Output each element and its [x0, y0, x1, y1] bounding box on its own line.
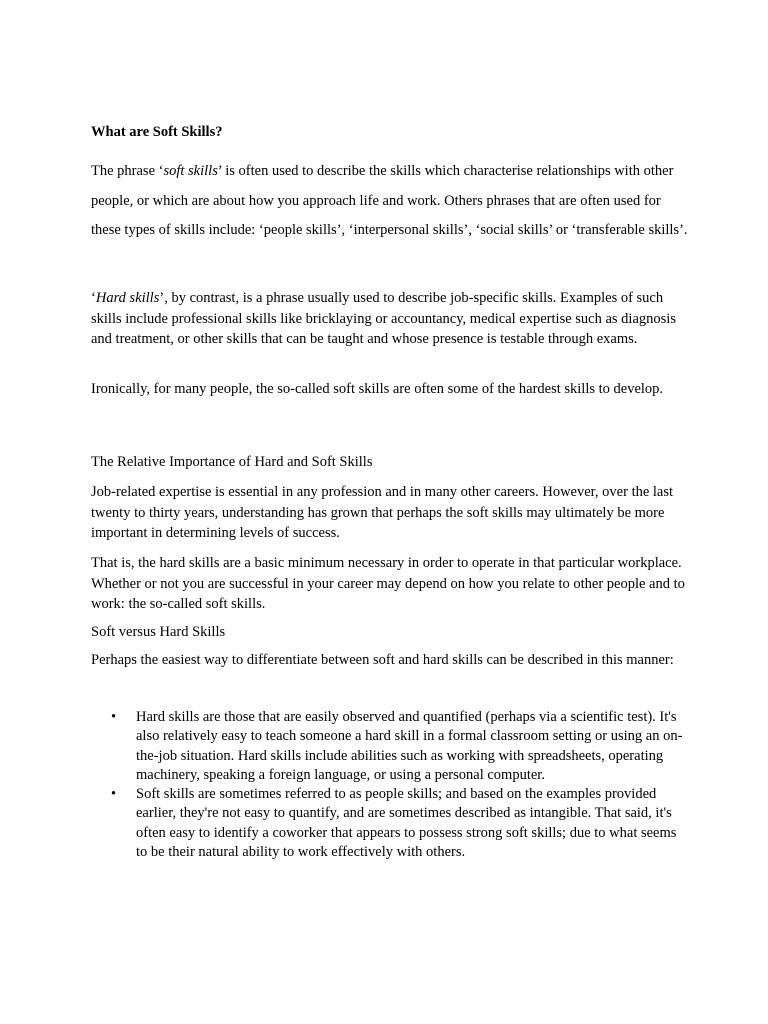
section-heading-soft-versus-hard: Soft versus Hard Skills: [91, 624, 226, 640]
paragraph-text: ‘: [91, 290, 96, 306]
bullet-icon: •: [111, 709, 117, 725]
paragraph-ironically: Ironically, for many people, the so-called soft skills are often some of the hardest skills to develop.: [91, 381, 664, 397]
italic-term: Hard skills: [95, 290, 160, 306]
section-heading-relative-importance: The Relative Importance of Hard and Soft Skills: [91, 454, 373, 470]
list-item-text: Soft skills are sometimes referred to as people skills; and based on the examples provided earlier, they're not easy to quantify, and are sometimes described as intangible. That said, it's often easy to identify a coworker that appears to possess strong soft skills; due to what seems to be their natural ability to work effectively with others.: [136, 786, 677, 861]
page-title: What are Soft Skills?: [91, 124, 223, 140]
paragraph-soft-skills-definition: [91, 157, 691, 246]
paragraph-hard-skills-definition: [91, 288, 691, 350]
italic-term: soft skills: [163, 163, 218, 179]
paragraph-text: ’ is often used to describe the skills which characterise relationships with other people, or which are about how you approach life and work. Others phrases that are often used for these types of skills include: ‘people skills’, ‘interpersonal skills’, ‘social skills’ or ‘transferable skills’.: [91, 163, 688, 238]
list-item-text: Hard skills are those that are easily observed and quantified (perhaps via a scientific test). It's also relatively easy to teach someone a hard skill in a formal classroom setting or using an on-the-job situation. Hard skills include abilities such as working with spreadsheets, operating machinery, speaking a foreign language, or using a personal computer.: [136, 709, 683, 783]
bullet-list: [91, 708, 691, 862]
document-page: [91, 0, 691, 1024]
paragraph-text: ’, by contrast, is a phrase usually used to describe job-specific skills. Examples of such skills include professional skills like bricklaying or accountancy, medical expertise such as diagnosis and treatment, or other skills that can be taught and whose presence is testable through exams.: [91, 290, 676, 347]
paragraph-differentiate: Perhaps the easiest way to differentiate between soft and hard skills can be described in this manner:: [91, 652, 674, 668]
paragraph-hard-skills-minimum: That is, the hard skills are a basic minimum necessary in order to operate in that particular workplace. Whether or not you are successful in your career may depend on how you relate to other people and to work: the so-called soft skills.: [91, 555, 685, 612]
bullet-icon: •: [111, 786, 117, 803]
paragraph-job-related-expertise: Job-related expertise is essential in any profession and in many other careers. However, over the last twenty to thirty years, understanding has grown that perhaps the soft skills may ultimately be more important in determining levels of success.: [91, 484, 674, 541]
list-item: [91, 785, 691, 862]
paragraph-text: The phrase ‘: [91, 163, 164, 179]
list-item: [91, 708, 691, 785]
